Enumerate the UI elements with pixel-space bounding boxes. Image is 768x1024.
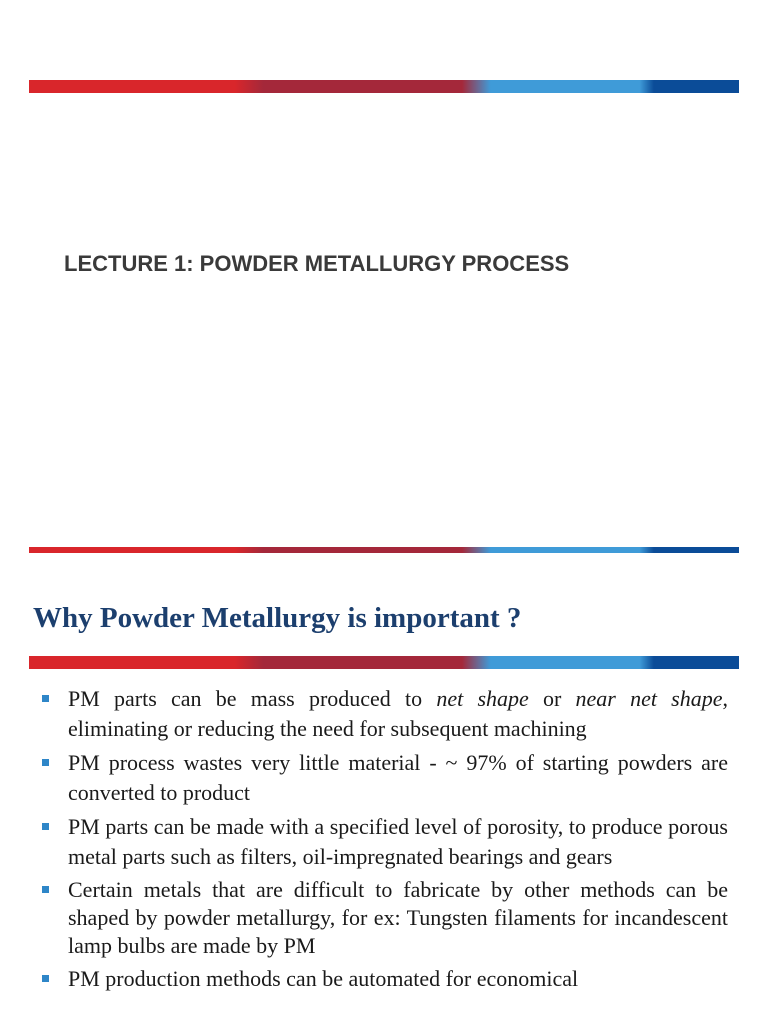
bullet-item [40,876,728,960]
square-bullet-icon [42,759,49,766]
bullet-text: PM process wastes very little material - ~ 97% of starting powders are converted to product [68,750,728,805]
slide-divider-band [29,547,739,553]
bullet-emphasis: net shape [436,686,529,711]
slide-title: Why Powder Metallurgy is important ? [33,602,522,634]
bullet-item [40,684,728,744]
bullet-text: PM parts can be mass produced to [68,686,437,711]
bullet-item [40,748,728,808]
bullet-text: PM parts can be made with a specified level of porosity, to produce porous metal parts such as filters, oil-impregnated bearings and gears [68,814,728,869]
lecture-title: LECTURE 1: POWDER METALLURGY PROCESS [64,251,570,276]
bullet-text: Certain metals that are difficult to fabricate by other methods can be shaped by powder metallurgy, for ex: Tungsten filaments for incandescent lamp bulbs are made by PM [68,877,728,958]
title-underline-band [29,656,739,669]
square-bullet-icon [42,975,49,982]
bullet-list [40,684,728,998]
bullet-text: PM production methods can be automated for economical [68,966,579,991]
bullet-text: , eliminating or reducing the need for subsequent machining [68,686,729,741]
square-bullet-icon [42,695,49,702]
bullet-item [40,964,728,994]
bullet-text: or [528,686,576,711]
square-bullet-icon [42,823,49,830]
bullet-emphasis: near net shape [575,686,723,711]
square-bullet-icon [42,886,49,893]
top-color-band [29,80,739,93]
bullet-item [40,812,728,872]
